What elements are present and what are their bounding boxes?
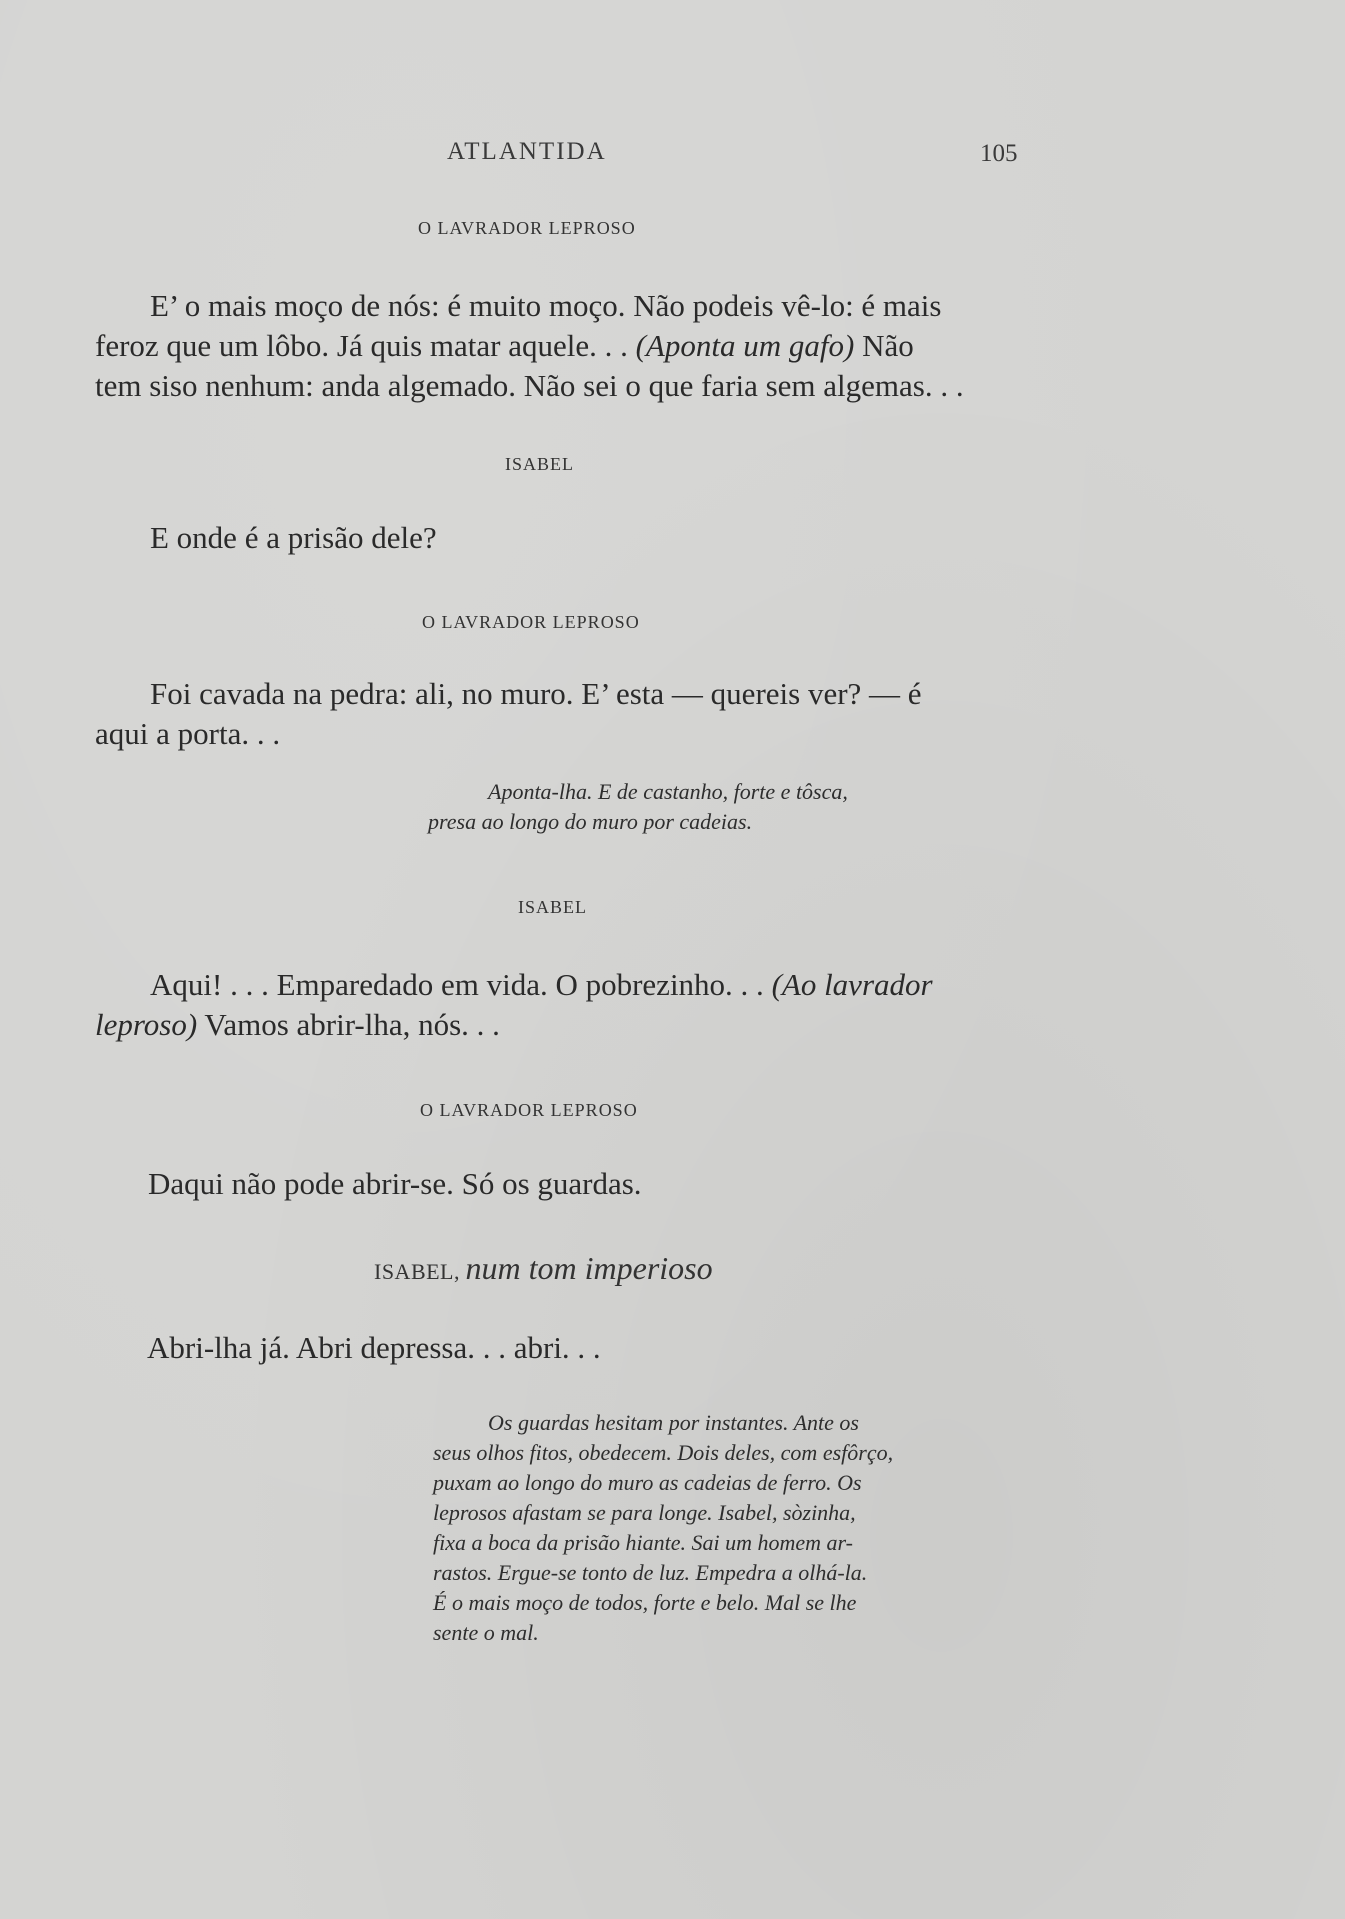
speaker-label	[374, 1250, 713, 1287]
speech-line: E’ o mais moço de nós: é muito moço. Não podeis vê-lo: é mais	[150, 288, 942, 323]
speaker-label: ISABEL	[518, 897, 587, 917]
stage-direction-line: presa ao longo do muro por cadeias.	[428, 809, 753, 834]
speech-line	[95, 965, 1030, 1005]
speech-paragraph	[95, 518, 1030, 558]
speaker-label: O LAVRADOR LEPROSO	[418, 218, 636, 238]
speech-paragraph	[95, 286, 1030, 406]
speaker-label: O LAVRADOR LEPROSO	[422, 612, 640, 632]
stage-direction-line: Aponta-lha. E de castanho, forte e tôsca,	[488, 779, 848, 804]
stage-direction-inline: (Aponta um gafo)	[635, 328, 855, 363]
speech-line: aqui a porta. . .	[95, 716, 281, 751]
stage-direction-line: puxam ao longo do muro as cadeias de ferro. Os	[433, 1470, 862, 1495]
stage-direction-line: fixa a boca da prisão hiante. Sai um homem ar-	[433, 1530, 853, 1555]
speaker-label: O LAVRADOR LEPROSO	[420, 1100, 638, 1120]
stage-direction-line: rastos. Ergue-se tonto de luz. Empedra a olhá-la.	[433, 1560, 868, 1585]
speech-text: Aqui! . . . Emparedado em vida. O pobrezinho. . .	[150, 967, 764, 1002]
stage-direction-inline: (Ao lavrador	[771, 967, 933, 1002]
stage-direction-line: sente o mal.	[433, 1620, 539, 1645]
speech-line	[95, 1005, 1030, 1045]
speaker-label: ISABEL	[505, 454, 574, 474]
stage-direction	[433, 1408, 893, 1648]
running-title: ATLANTIDA	[447, 138, 607, 165]
stage-direction-inline: leproso)	[95, 1007, 198, 1042]
speech-line: Foi cavada na pedra: ali, no muro. E’ esta — quereis ver? — é	[150, 676, 922, 711]
speech-text: Vamos abrir-lha, nós. . .	[204, 1007, 500, 1042]
speech-line: E onde é a prisão dele?	[150, 520, 437, 555]
speech-text: Não	[862, 328, 914, 363]
speech-paragraph	[95, 674, 1030, 754]
speech-text: feroz que um lôbo. Já quis matar aquele. . .	[95, 328, 628, 363]
speaker-name: ISABEL,	[374, 1259, 460, 1284]
stage-direction-line: seus olhos fitos, obedecem. Dois deles, com esfôrço,	[433, 1440, 894, 1465]
speech-paragraph	[95, 965, 1030, 1045]
stage-direction-line: Os guardas hesitam por instantes. Ante os	[488, 1410, 859, 1435]
speech-paragraph	[95, 1164, 1030, 1204]
page-number: 105	[980, 140, 1018, 167]
stage-direction	[428, 777, 848, 837]
speaker-note: num tom imperioso	[465, 1250, 713, 1286]
stage-direction-line: É o mais moço de todos, forte e belo. Mal se lhe	[433, 1590, 857, 1615]
speech-line: tem siso nenhum: anda algemado. Não sei o que faria sem algemas. . .	[95, 368, 964, 403]
speech-paragraph	[95, 1328, 1030, 1368]
stage-direction-line: leprosos afastam se para longe. Isabel, sòzinha,	[433, 1500, 856, 1525]
speech-line: Abri-lha já. Abri depressa. . . abri. . .	[147, 1330, 601, 1365]
speech-line	[95, 326, 1030, 366]
speech-line: Daqui não pode abrir-se. Só os guardas.	[148, 1166, 642, 1201]
